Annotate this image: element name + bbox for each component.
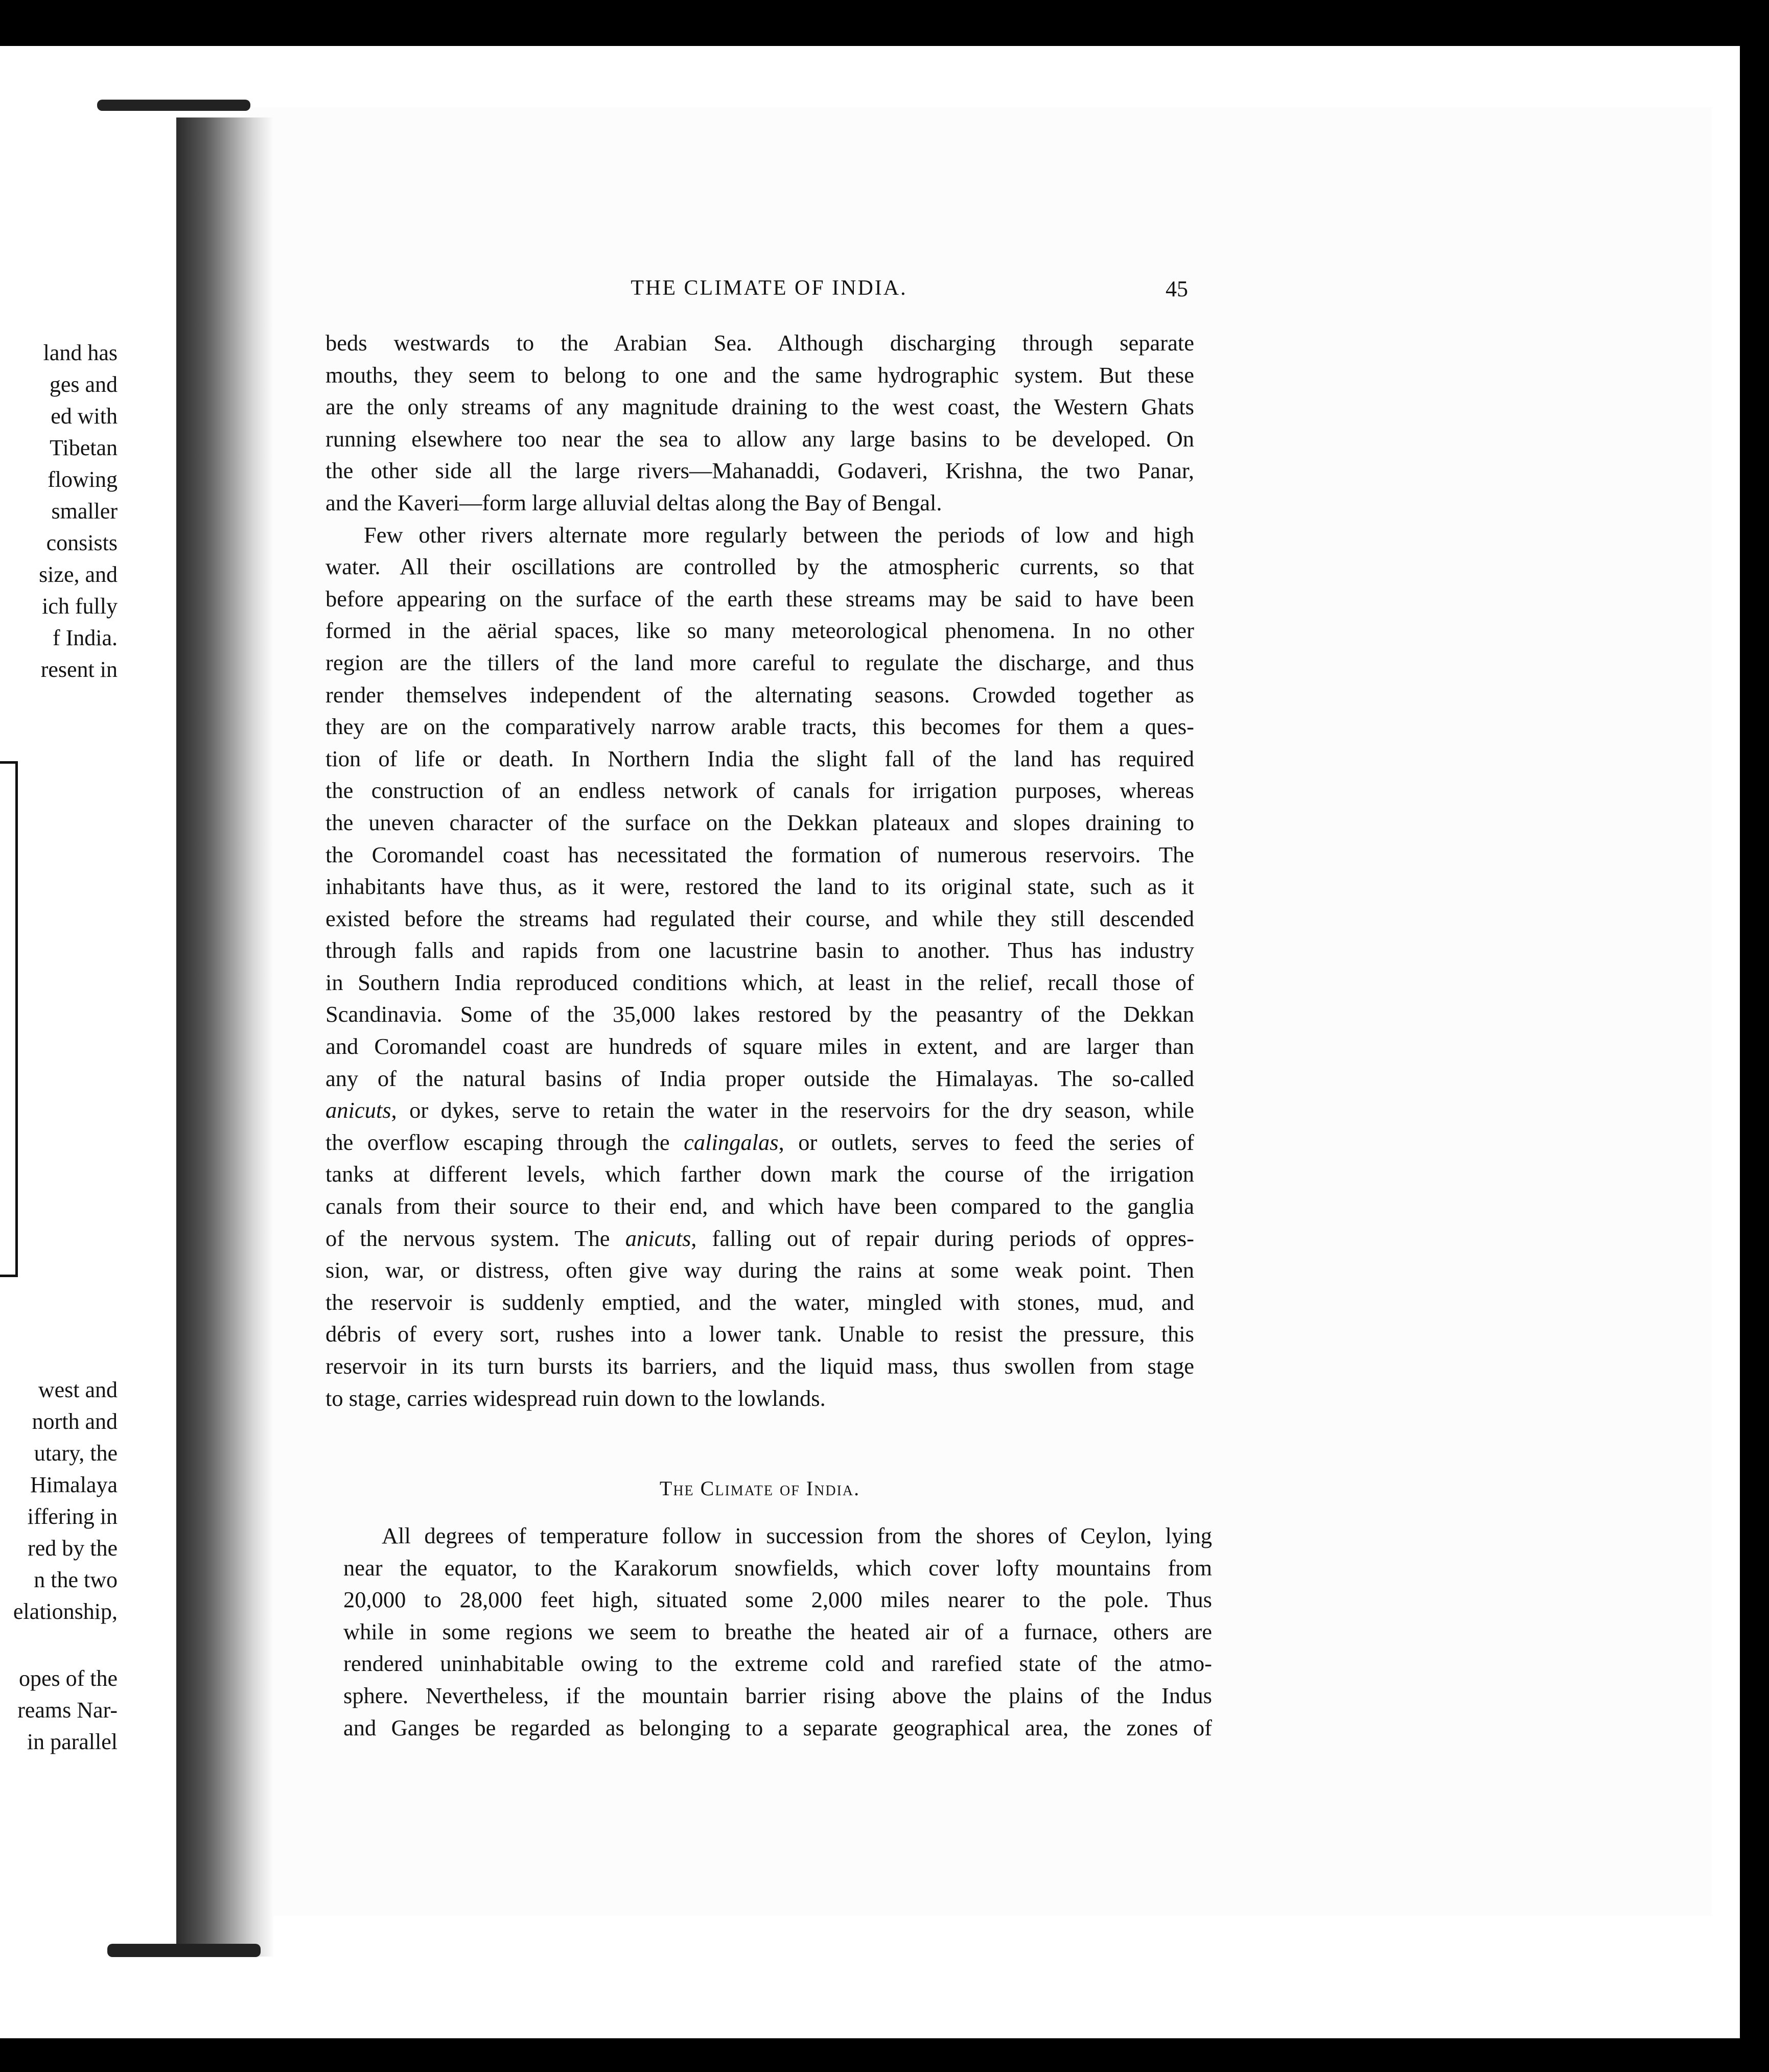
text-line: Scandinavia. Some of the 35,000 lakes restored by the peasantry of the Dekkan — [325, 1001, 1194, 1027]
left-page-fragment — [0, 1663, 118, 1758]
text-line: render themselves independent of the alternating seasons. Crowded together as — [325, 681, 1194, 708]
book-spine-shadow — [176, 117, 273, 1957]
text-line: Few other rivers alternate more regularly between the periods of low and high — [364, 522, 1194, 548]
text-line: and Ganges be regarded as belonging to a separate geographical area, the zones of — [343, 1714, 1212, 1740]
left-fragment-line: Himalaya — [30, 1472, 118, 1497]
text-line: anicuts, or dykes, serve to retain the water in the reservoirs for the dry season, while — [325, 1097, 1194, 1123]
text-line: the reservoir is suddenly emptied, and the water, mingled with stones, mud, and — [325, 1289, 1194, 1315]
left-fragment-line: iffering in — [27, 1504, 118, 1529]
text-line: to stage, carries widespread ruin down to the lowlands. — [325, 1385, 826, 1411]
text-line: are the only streams of any magnitude draining to the west coast, the Western Ghats — [325, 394, 1194, 420]
text-line: tanks at different levels, which farther down mark the course of the irrigation — [325, 1161, 1194, 1187]
left-fragment-line: ges and — [49, 372, 118, 397]
text-line: existed before the streams had regulated their course, and while they still descended — [325, 905, 1194, 931]
page-number: 45 — [1166, 276, 1188, 301]
text-line: rendered uninhabitable owing to the extreme cold and rarefied state of the atmo- — [343, 1651, 1212, 1677]
left-fragment-line: flowing — [48, 467, 118, 492]
text-line: while in some regions we seem to breathe the heated air of a furnace, others are — [343, 1618, 1212, 1644]
left-page-figure-edge — [0, 761, 18, 1277]
left-fragment-line: land has — [43, 340, 118, 365]
binding-mark-top — [97, 100, 250, 111]
left-page-fragment — [0, 337, 118, 686]
text-line: and the Kaveri—form large alluvial deltas along the Bay of Bengal. — [325, 489, 942, 515]
scan-border-bottom — [0, 2038, 1769, 2072]
text-line: of the nervous system. The anicuts, falling out of repair during periods of oppres- — [325, 1225, 1194, 1251]
text-line: 20,000 to 28,000 feet high, situated some 2,000 miles nearer to the pole. Thus — [343, 1587, 1212, 1613]
text-line: sphere. Nevertheless, if the mountain barrier rising above the plains of the Indus — [343, 1682, 1212, 1708]
paragraph — [325, 519, 1194, 1415]
main-text — [325, 327, 1194, 1414]
left-fragment-line: west and — [38, 1377, 118, 1402]
text-line: through falls and rapids from one lacustrine basin to another. Thus has industry — [325, 937, 1194, 963]
text-line: water. All their oscillations are controlled by the atmospheric currents, so that — [325, 554, 1194, 580]
left-fragment-line: Tibetan — [50, 435, 118, 460]
text-line: All degrees of temperature follow in succession from the shores of Ceylon, lying — [382, 1523, 1212, 1548]
text-line: before appearing on the surface of the earth these streams may be said to have been — [325, 585, 1194, 611]
text-line: region are the tillers of the land more careful to regulate the discharge, and thus — [325, 649, 1194, 675]
text-line: mouths, they seem to belong to one and the same hydrographic system. But these — [325, 362, 1194, 388]
text-line: the other side all the large rivers—Mahanaddi, Godaveri, Krishna, the two Panar, — [325, 458, 1194, 484]
left-page-fragment — [0, 1374, 118, 1628]
text-line: reservoir in its turn bursts its barriers, and the liquid mass, thus swollen from stage — [325, 1353, 1194, 1379]
text-line: the Coromandel coast has necessitated the formation of numerous reservoirs. The — [325, 841, 1194, 867]
scan-border-top — [0, 0, 1769, 51]
left-fragment-line: reams Nar- — [17, 1698, 118, 1723]
text-line: in Southern India reproduced conditions which, at least in the relief, recall those of — [325, 969, 1194, 995]
text-line: débris of every sort, rushes into a lower tank. Unable to resist the pressure, this — [325, 1321, 1194, 1347]
left-fragment-line: resent in — [40, 657, 118, 682]
paragraph — [343, 1520, 1212, 1744]
left-fragment-line: red by the — [28, 1536, 118, 1561]
text-line: running elsewhere too near the sea to allow any large basins to be developed. On — [325, 426, 1194, 452]
left-fragment-line: opes of the — [18, 1666, 118, 1691]
left-fragment-line: f India. — [52, 625, 118, 650]
text-line: formed in the aërial spaces, like so many meteorological phenomena. In no other — [325, 618, 1194, 644]
text-line: tion of life or death. In Northern India the slight fall of the land has required — [325, 745, 1194, 771]
section-heading: The Climate of India. — [659, 1477, 860, 1500]
text-line: they are on the comparatively narrow arable tracts, this becomes for them a ques- — [325, 714, 1194, 740]
paragraph — [325, 327, 1194, 519]
text-line: the overflow escaping through the calingalas, or outlets, serves to feed the series of — [325, 1129, 1194, 1155]
left-fragment-line: smaller — [51, 499, 118, 524]
left-fragment-line: elationship, — [13, 1599, 118, 1624]
left-fragment-line: utary, the — [34, 1441, 118, 1466]
left-fragment-line: ich fully — [42, 594, 118, 619]
main-text-continued — [343, 1520, 1212, 1744]
left-fragment-line: in parallel — [27, 1729, 118, 1754]
left-fragment-line: n the two — [34, 1567, 118, 1592]
text-line: the uneven character of the surface on the Dekkan plateaux and slopes draining to — [325, 809, 1194, 835]
left-fragment-line: size, and — [39, 562, 118, 587]
binding-mark-bottom — [107, 1944, 261, 1957]
text-line: any of the natural basins of India proper outside the Himalayas. The so-called — [325, 1065, 1194, 1091]
text-line: the construction of an endless network of canals for irrigation purposes, whereas — [325, 778, 1194, 804]
text-line: sion, war, or distress, often give way during the rains at some weak point. Then — [325, 1257, 1194, 1283]
text-line: beds westwards to the Arabian Sea. Although discharging through separate — [325, 330, 1194, 356]
text-line: near the equator, to the Karakorum snowfields, which cover lofty mountains from — [343, 1555, 1212, 1581]
left-fragment-line: consists — [46, 530, 118, 555]
text-line: inhabitants have thus, as it were, restored the land to its original state, such as it — [325, 874, 1194, 900]
text-line: and Coromandel coast are hundreds of square miles in extent, and are larger than — [325, 1033, 1194, 1059]
left-fragment-line: north and — [32, 1409, 118, 1434]
text-line: canals from their source to their end, and which have been compared to the ganglia — [325, 1193, 1194, 1219]
running-title: THE CLIMATE OF INDIA. — [631, 276, 907, 300]
left-fragment-line: ed with — [51, 404, 118, 429]
